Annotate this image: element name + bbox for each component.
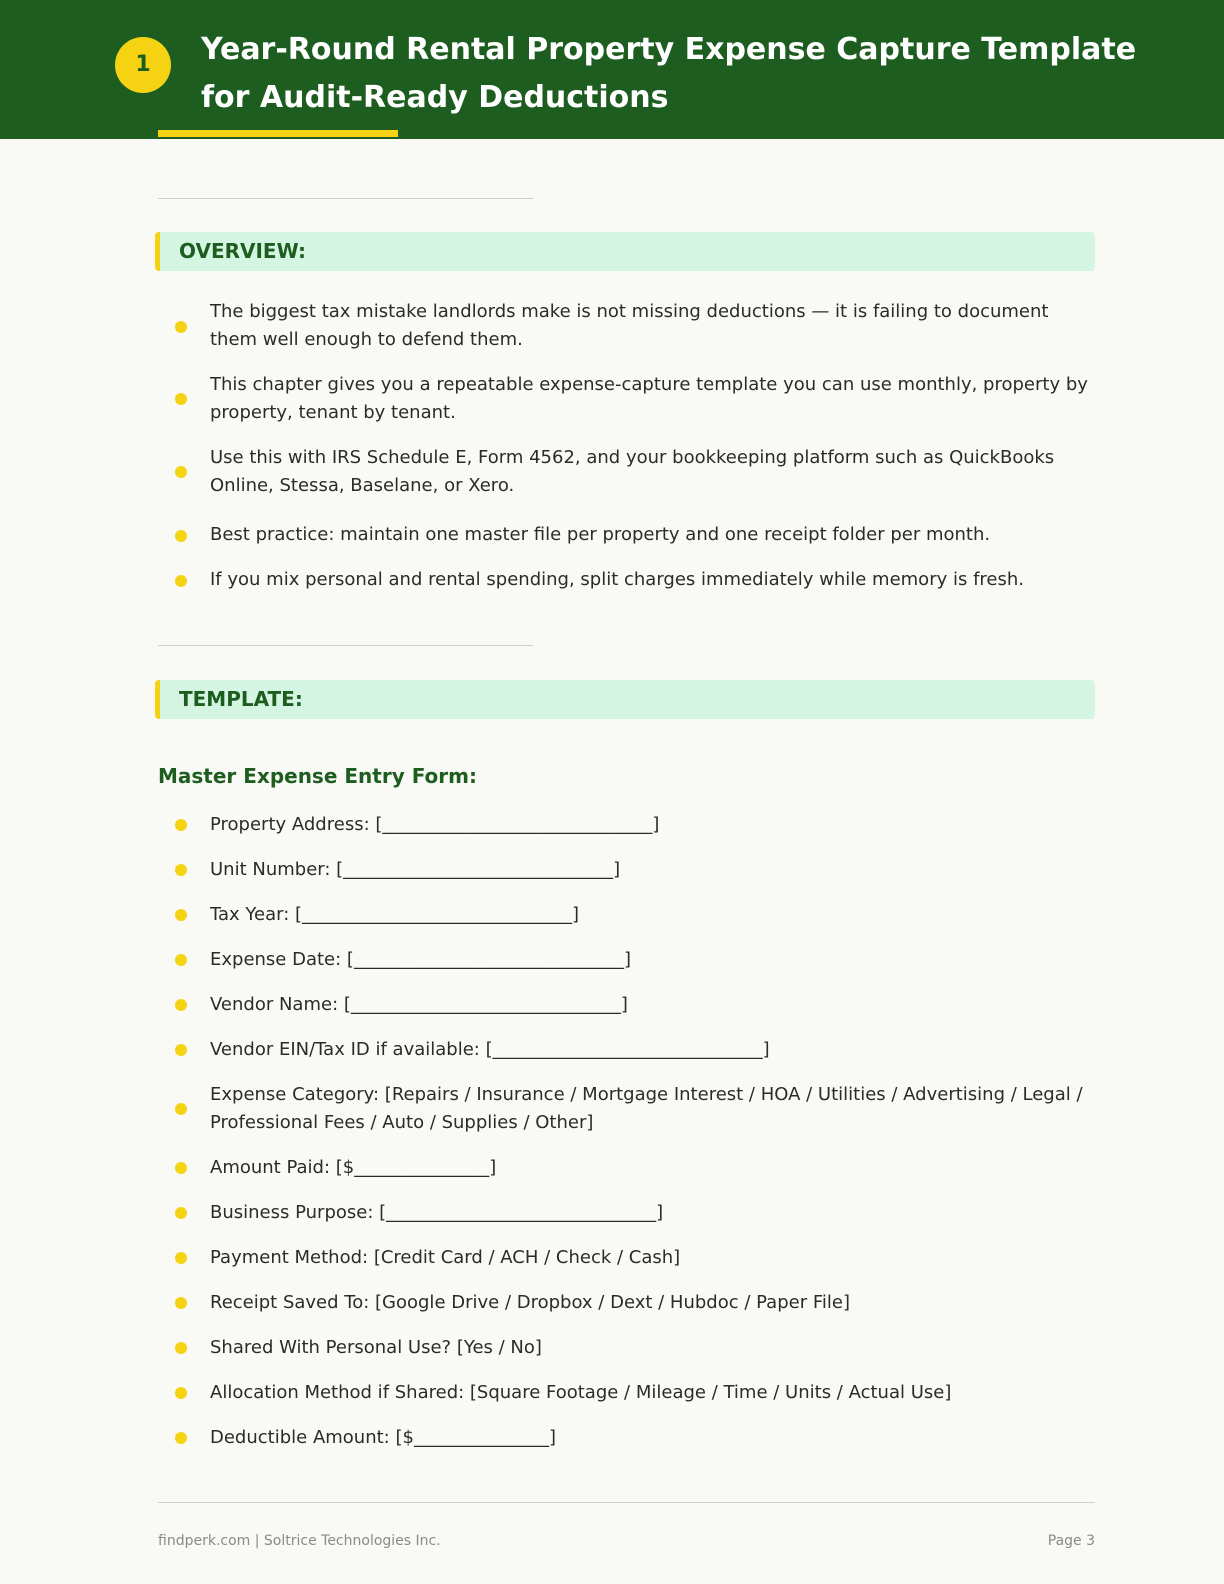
bullet-dot [175,393,187,405]
form-field-text: Tax Year: [______________________________] [210,904,580,925]
list-item-text: If you mix personal and rental spending, split charges immediately while memory is fresh. [210,569,1024,590]
form-field-text: Expense Category: [Repairs / Insurance / Mortgage Interest / HOA / Utilities / Advertising / Legal / Professional Fees / Auto / Supplies / Other] [210,1084,1083,1133]
page-title: Year-Round Rental Property Expense Capture Template for Audit-Ready Deductions [201,32,1137,115]
section-divider [158,645,533,646]
bullet-dot [175,1044,187,1056]
form-field-text: Vendor EIN/Tax ID if available: [______________________________] [210,1039,770,1060]
form-field-text: Allocation Method if Shared: [Square Footage / Mileage / Time / Units / Actual Use] [210,1382,952,1403]
bullet-dot [175,999,187,1011]
bullet-dot [175,1432,187,1444]
bullet-dot [175,1387,187,1399]
page-header [0,0,1224,139]
bullet-dot [175,954,187,966]
list-item-text: The biggest tax mistake landlords make is not missing deductions — it is failing to document them well enough to defend them. [210,301,1049,350]
bullet-dot [175,1162,187,1174]
form-field-text: Unit Number: [______________________________] [210,859,621,880]
bullet-dot [175,909,187,921]
form-field-text: Receipt Saved To: [Google Drive / Dropbox / Dext / Hubdoc / Paper File] [210,1292,850,1313]
bullet-dot [175,1252,187,1264]
form-field-text: Property Address: [______________________________] [210,814,660,835]
bullet-dot [175,819,187,831]
bullet-dot [175,1207,187,1219]
form-field-text: Amount Paid: [$_______________] [210,1157,497,1178]
form-subheading: Master Expense Entry Form: [158,764,477,788]
bullet-dot [175,864,187,876]
bullet-dot [175,1297,187,1309]
section-divider [158,198,533,199]
bullet-dot [175,466,187,478]
form-field-text: Business Purpose: [______________________________] [210,1202,664,1223]
page-number: Page 3 [1047,1533,1095,1549]
bullet-dot [175,530,187,542]
footer-company: findperk.com | Soltrice Technologies Inc. [158,1533,441,1549]
title-accent-underline [158,130,398,137]
form-field-text: Payment Method: [Credit Card / ACH / Check / Cash] [210,1247,681,1268]
overview-heading: OVERVIEW: [155,232,1095,271]
form-field-text: Shared With Personal Use? [Yes / No] [210,1337,542,1358]
form-field-text: Vendor Name: [______________________________] [210,994,628,1015]
list-item-text: This chapter gives you a repeatable expense-capture template you can use monthly, property by property, tenant by tenant. [210,374,1088,423]
footer-divider [158,1502,1095,1503]
chapter-number-badge: 1 [115,37,171,93]
bullet-dot [175,321,187,333]
list-item-text: Use this with IRS Schedule E, Form 4562, and your bookkeeping platform such as QuickBooks Online, Stessa, Baselane, or Xero. [210,447,1055,496]
list-item-text: Best practice: maintain one master file per property and one receipt folder per month. [210,524,991,545]
form-field-text: Deductible Amount: [$_______________] [210,1427,556,1448]
form-field-text: Expense Date: [______________________________] [210,949,631,970]
bullet-dot [175,1342,187,1354]
bullet-dot [175,1103,187,1115]
template-heading: TEMPLATE: [155,680,1095,719]
bullet-dot [175,575,187,587]
